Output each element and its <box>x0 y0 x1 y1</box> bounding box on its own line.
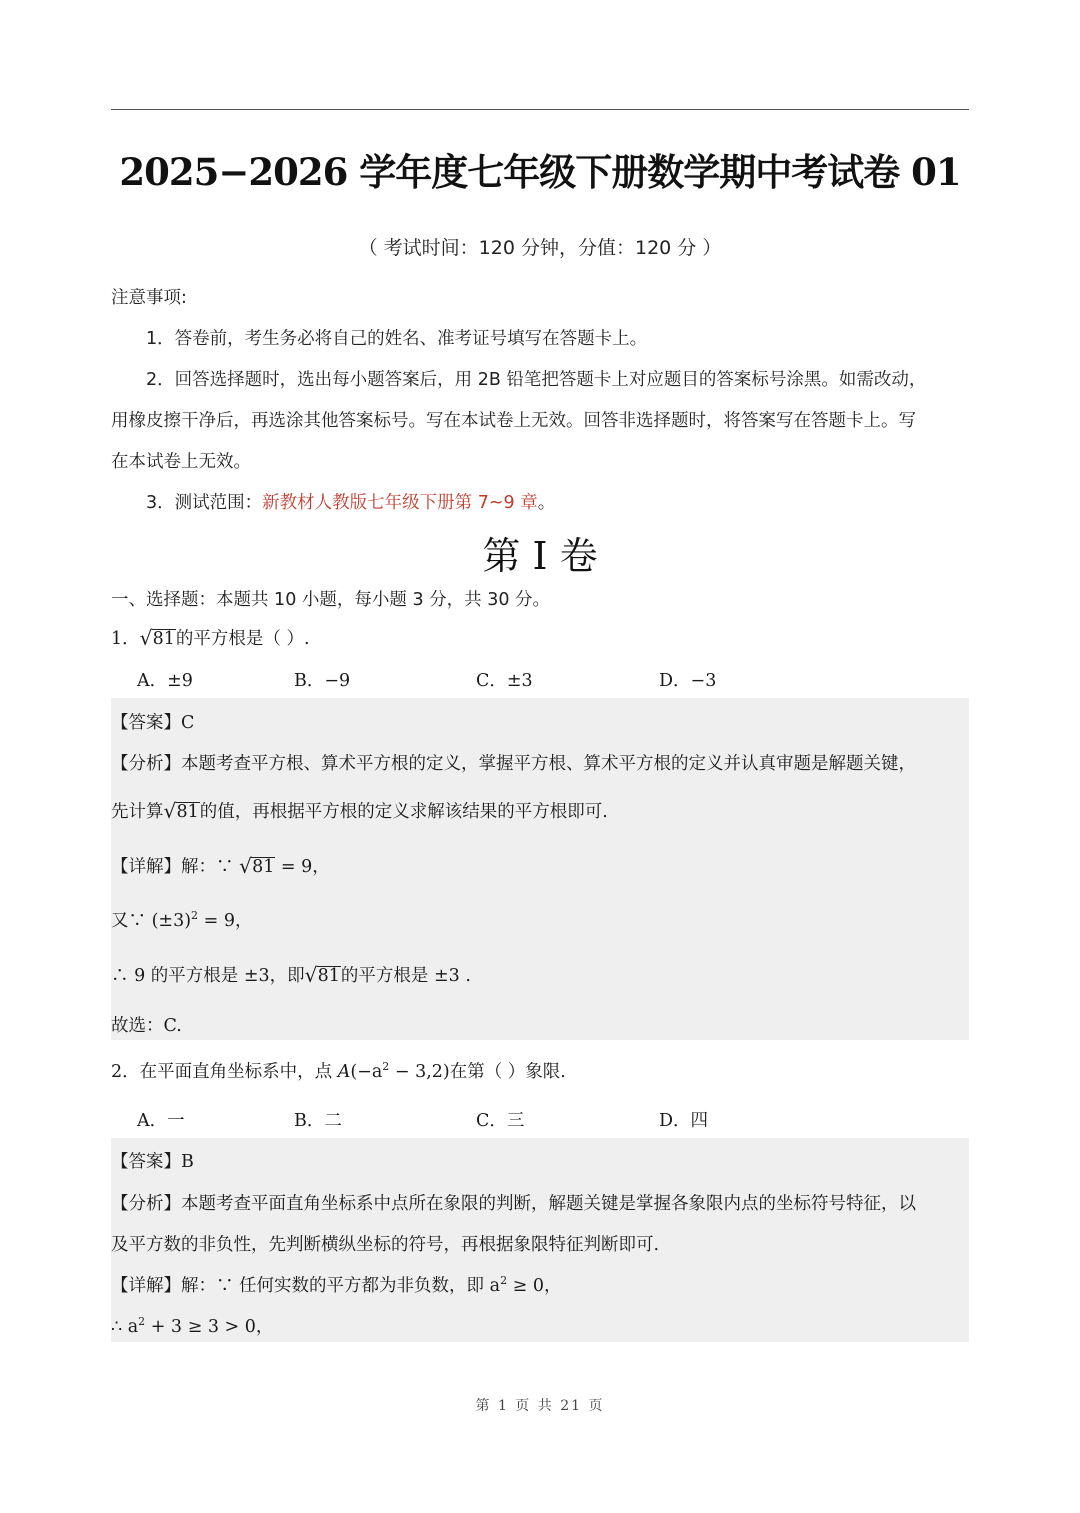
question-1-stem <box>111 625 310 650</box>
q1-step-2-post: = 9， <box>198 911 253 931</box>
q2-option-c: C．三 <box>476 1111 525 1131</box>
q1-step-2 <box>111 907 252 932</box>
radicand: 81 <box>252 857 275 877</box>
point-label: A <box>337 1062 351 1082</box>
q1-analysis-line-2 <box>111 798 608 823</box>
exam-info: （ 考试时间：120 分钟，分值：120 分 ） <box>358 237 722 259</box>
q2-detail-post: ≥ 0， <box>507 1276 562 1296</box>
q1-analysis-pre: 先计算 <box>111 802 164 822</box>
test-scope: 新教材人教版七年级下册第 7~9 章 <box>262 493 538 513</box>
radical-sign-icon: √ <box>139 626 153 650</box>
q1-detail <box>111 853 330 878</box>
question-2-text-post: 在第（ ）象限. <box>449 1062 566 1082</box>
radical-sign-icon: √ <box>239 854 252 878</box>
notice-item-2-line-1: 2．回答选择题时，选出每小题答案后，用 2B 铅笔把答题卡上对应题目的答案标号涂黑。如需改动， <box>146 370 927 390</box>
q2-step-2-pre: ∴ a <box>111 1317 139 1337</box>
notice-item-3 <box>146 489 555 514</box>
q1-option-d: D．−3 <box>659 671 717 691</box>
q1-step-3-pre: ∴ 9 的平方根是 ±3，即 <box>111 966 305 986</box>
page-footer: 第 1 页 共 21 页 <box>475 1398 605 1414</box>
q2-analysis-line-2: 及平方数的非负性，先判断横纵坐标的符号，再根据象限特征判断即可. <box>111 1235 660 1255</box>
page-title: 2025−2026 学年度七年级下册数学期中考试卷 01 <box>119 150 961 194</box>
sqrt-expression <box>304 963 341 987</box>
q1-analysis-line-1: 【分析】本题考查平方根、算术平方根的定义，掌握平方根、算术平方根的定义并认真审题是解题关键， <box>111 754 916 774</box>
radicand: 81 <box>176 802 199 822</box>
q1-option-b: B．−9 <box>294 671 351 691</box>
section-heading: 一、选择题：本题共 10 小题，每小题 3 分，共 30 分。 <box>111 590 551 610</box>
notice-item-2-line-3: 在本试卷上无效。 <box>111 452 251 472</box>
q1-step-2-exponent: 2 <box>191 909 199 923</box>
q2-step-2-post: + 3 ≥ 3 > 0， <box>145 1317 274 1337</box>
q2-answer: 【答案】B <box>111 1152 194 1172</box>
coordinate-pre: (−a <box>350 1062 383 1082</box>
q1-step-2-pre: 又∵ <box>111 911 152 931</box>
q1-choice: 故选：C. <box>111 1016 182 1036</box>
q1-step-3 <box>111 962 471 987</box>
q2-option-b: B．二 <box>294 1111 342 1131</box>
q2-detail <box>111 1272 562 1297</box>
radical-sign-icon: √ <box>304 963 318 987</box>
q1-detail-post: = 9， <box>275 857 330 877</box>
question-2-number: 2． <box>111 1062 140 1082</box>
q1-answer: 【答案】C <box>111 713 195 733</box>
q1-option-c: C．±3 <box>476 671 533 691</box>
q2-step-2-exponent: 2 <box>138 1315 146 1329</box>
notice-item-1: 1．答卷前，考生务必将自己的姓名、准考证号填写在答题卡上。 <box>146 329 648 349</box>
q2-option-a: A．一 <box>137 1111 185 1131</box>
question-2-text-pre: 在平面直角坐标系中，点 <box>139 1062 338 1082</box>
q2-detail-pre: 【详解】解：∵ 任何实数的平方都为非负数，即 a <box>111 1276 501 1296</box>
notice-item-3-prefix: 3．测试范围： <box>146 493 263 513</box>
sqrt-expression <box>239 854 275 878</box>
radicand: 81 <box>317 966 340 986</box>
q1-analysis-post: 的值，再根据平方根的定义求解该结果的平方根即可. <box>199 802 608 822</box>
question-2-stem <box>111 1058 566 1083</box>
coordinate-post: − 3,2) <box>389 1062 450 1082</box>
q2-analysis-line-1: 【分析】本题考查平面直角坐标系中点所在象限的判断，解题关键是掌握各象限内点的坐标符号特征，以 <box>111 1194 916 1214</box>
section-title: 第 I 卷 <box>482 534 598 578</box>
sqrt-expression <box>163 799 200 823</box>
q1-detail-pre: 【详解】解：∵ <box>111 857 240 877</box>
question-1-number: 1． <box>111 629 140 649</box>
coordinate-exponent: 2 <box>382 1060 390 1074</box>
q1-option-a: A．±9 <box>137 671 193 691</box>
notice-item-2-line-2: 用橡皮擦干净后，再选涂其他答案标号。写在本试卷上无效。回答非选择题时，将答案写在答题卡上。写 <box>111 411 916 431</box>
notice-item-3-suffix: 。 <box>537 493 556 513</box>
notice-heading: 注意事项: <box>111 288 187 308</box>
sqrt-expression <box>139 626 176 650</box>
q1-step-3-post: 的平方根是 ±3 . <box>340 966 471 986</box>
radicand: 81 <box>152 629 175 649</box>
header-rule <box>111 109 969 110</box>
q1-step-2-base: (±3) <box>151 911 192 931</box>
q2-step-2 <box>111 1313 273 1338</box>
q2-detail-exponent: 2 <box>500 1274 508 1288</box>
question-1-text: 的平方根是（ ）. <box>175 629 310 649</box>
q2-option-d: D．四 <box>659 1111 709 1131</box>
radical-sign-icon: √ <box>163 799 177 823</box>
